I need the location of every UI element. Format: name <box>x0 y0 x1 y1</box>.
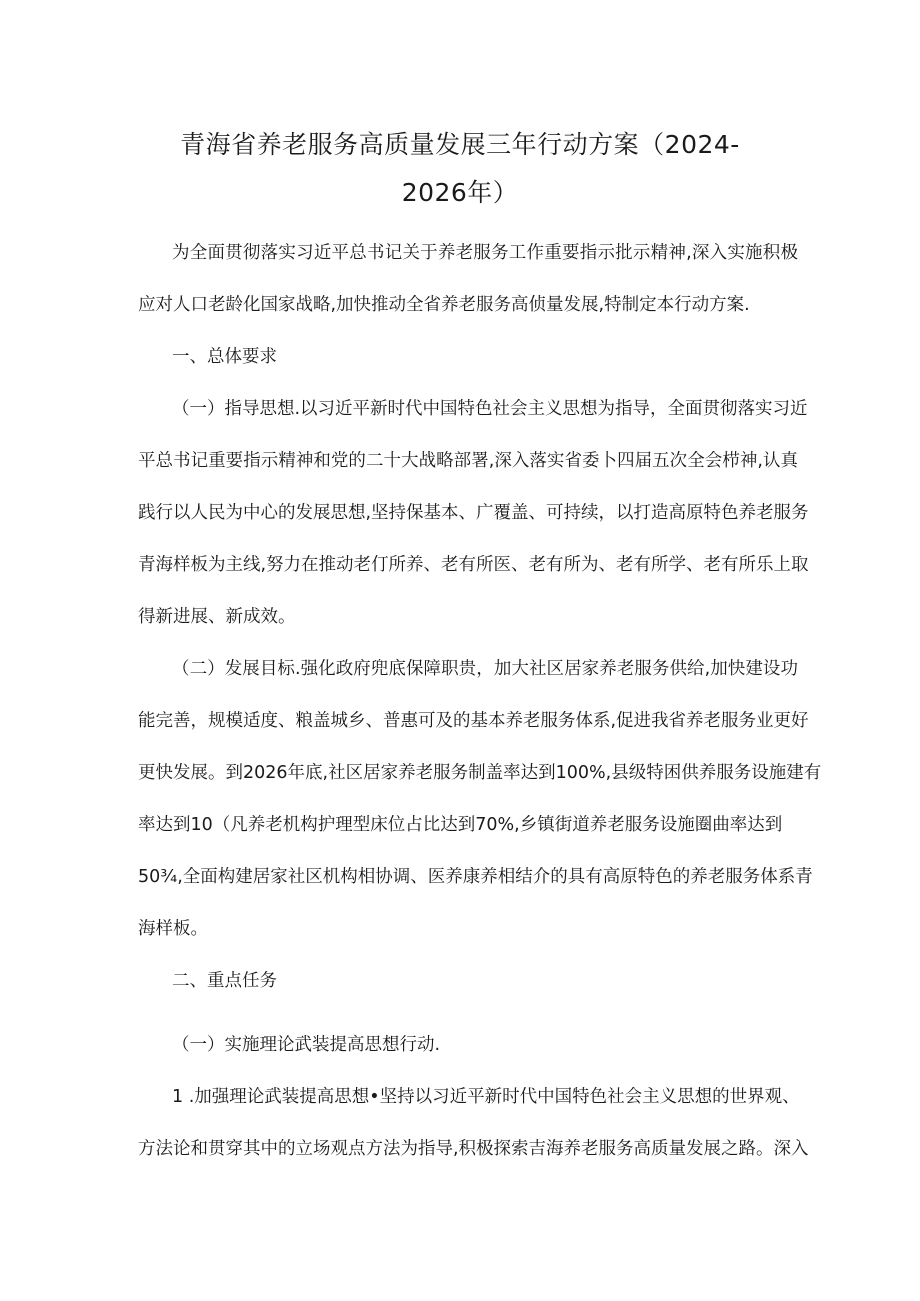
document-title-line-1: 青海省养老服务高质量发展三年行动方案（2024- <box>180 130 740 159</box>
development-goal-paragraph-line: 率达到10（凡养老机构护理型床位占比达到70%,乡镇街道养老服务设施圈曲率达到 <box>138 815 783 835</box>
intro-paragraph-line: 为全面贯彻落实习近平总书记关于养老服务工作重要指示批示精神,深入实施积极 <box>172 243 798 263</box>
development-goal-paragraph-line: 海样板。 <box>138 919 208 939</box>
guiding-thought-paragraph-line: 得新进展、新成效。 <box>138 607 296 627</box>
development-goal-paragraph-line: （二）发展目标.强化政府兜底保障职贵，加大社区居家养老服务供给,加快建设功 <box>172 659 798 679</box>
development-goal-paragraph-line: 50¾,全面构建居家社区机构相协调、医养康养相结介的具有高原特色的养老服务体系青 <box>138 867 813 887</box>
section-heading-key-tasks: 二、重点任务 <box>172 971 277 991</box>
guiding-thought-paragraph-line: 平总书记重要指示精神和党的二十大战略部署,深入落实省委卜四届五次全会栉神,认真 <box>138 451 798 471</box>
theory-paragraph-line: 方法论和贯穿其中的立场观点方法为指导,积极探索吉海养老服务高质量发展之路。深入 <box>138 1139 809 1159</box>
development-goal-paragraph-line: 更快发展。到2026年底,社区居家养老服务制盖率达到100%,县级特困供养服务设施建有 <box>138 763 822 783</box>
guiding-thought-paragraph-line: （一）指导思想.以习近平新时代中国特色社会主义思想为指导，全面贯彻落实习近 <box>172 399 808 419</box>
section-heading-general-requirements: 一、总体要求 <box>172 347 277 367</box>
guiding-thought-paragraph-line: 青海样板为主线,努力在推动老仃所养、老有所医、老有所为、老有所学、老有所乐上取 <box>138 555 809 575</box>
development-goal-paragraph-line: 能完善，规模适度、粮盖城乡、普惠可及的基本养老服务体系,促进我省养老服务业更好 <box>138 711 809 731</box>
subsection-heading-theory: （一）实施理论武装提高思想行动. <box>172 1035 441 1055</box>
guiding-thought-paragraph-line: 践行以人民为中心的发展思想,坚持保基本、广覆盖、可持续，以打造高原特色养老服务 <box>138 503 809 523</box>
theory-paragraph-line: 1 .加强理论武装提高思想•坚持以习近平新时代中国特色社会主义思想的世界观、 <box>172 1087 800 1107</box>
document-title-line-2: 2026年） <box>401 178 519 207</box>
intro-paragraph-line: 应对人口老龄化国家战略,加快推动全省养老服务高侦量发展,特制定本行动方案. <box>138 295 750 315</box>
